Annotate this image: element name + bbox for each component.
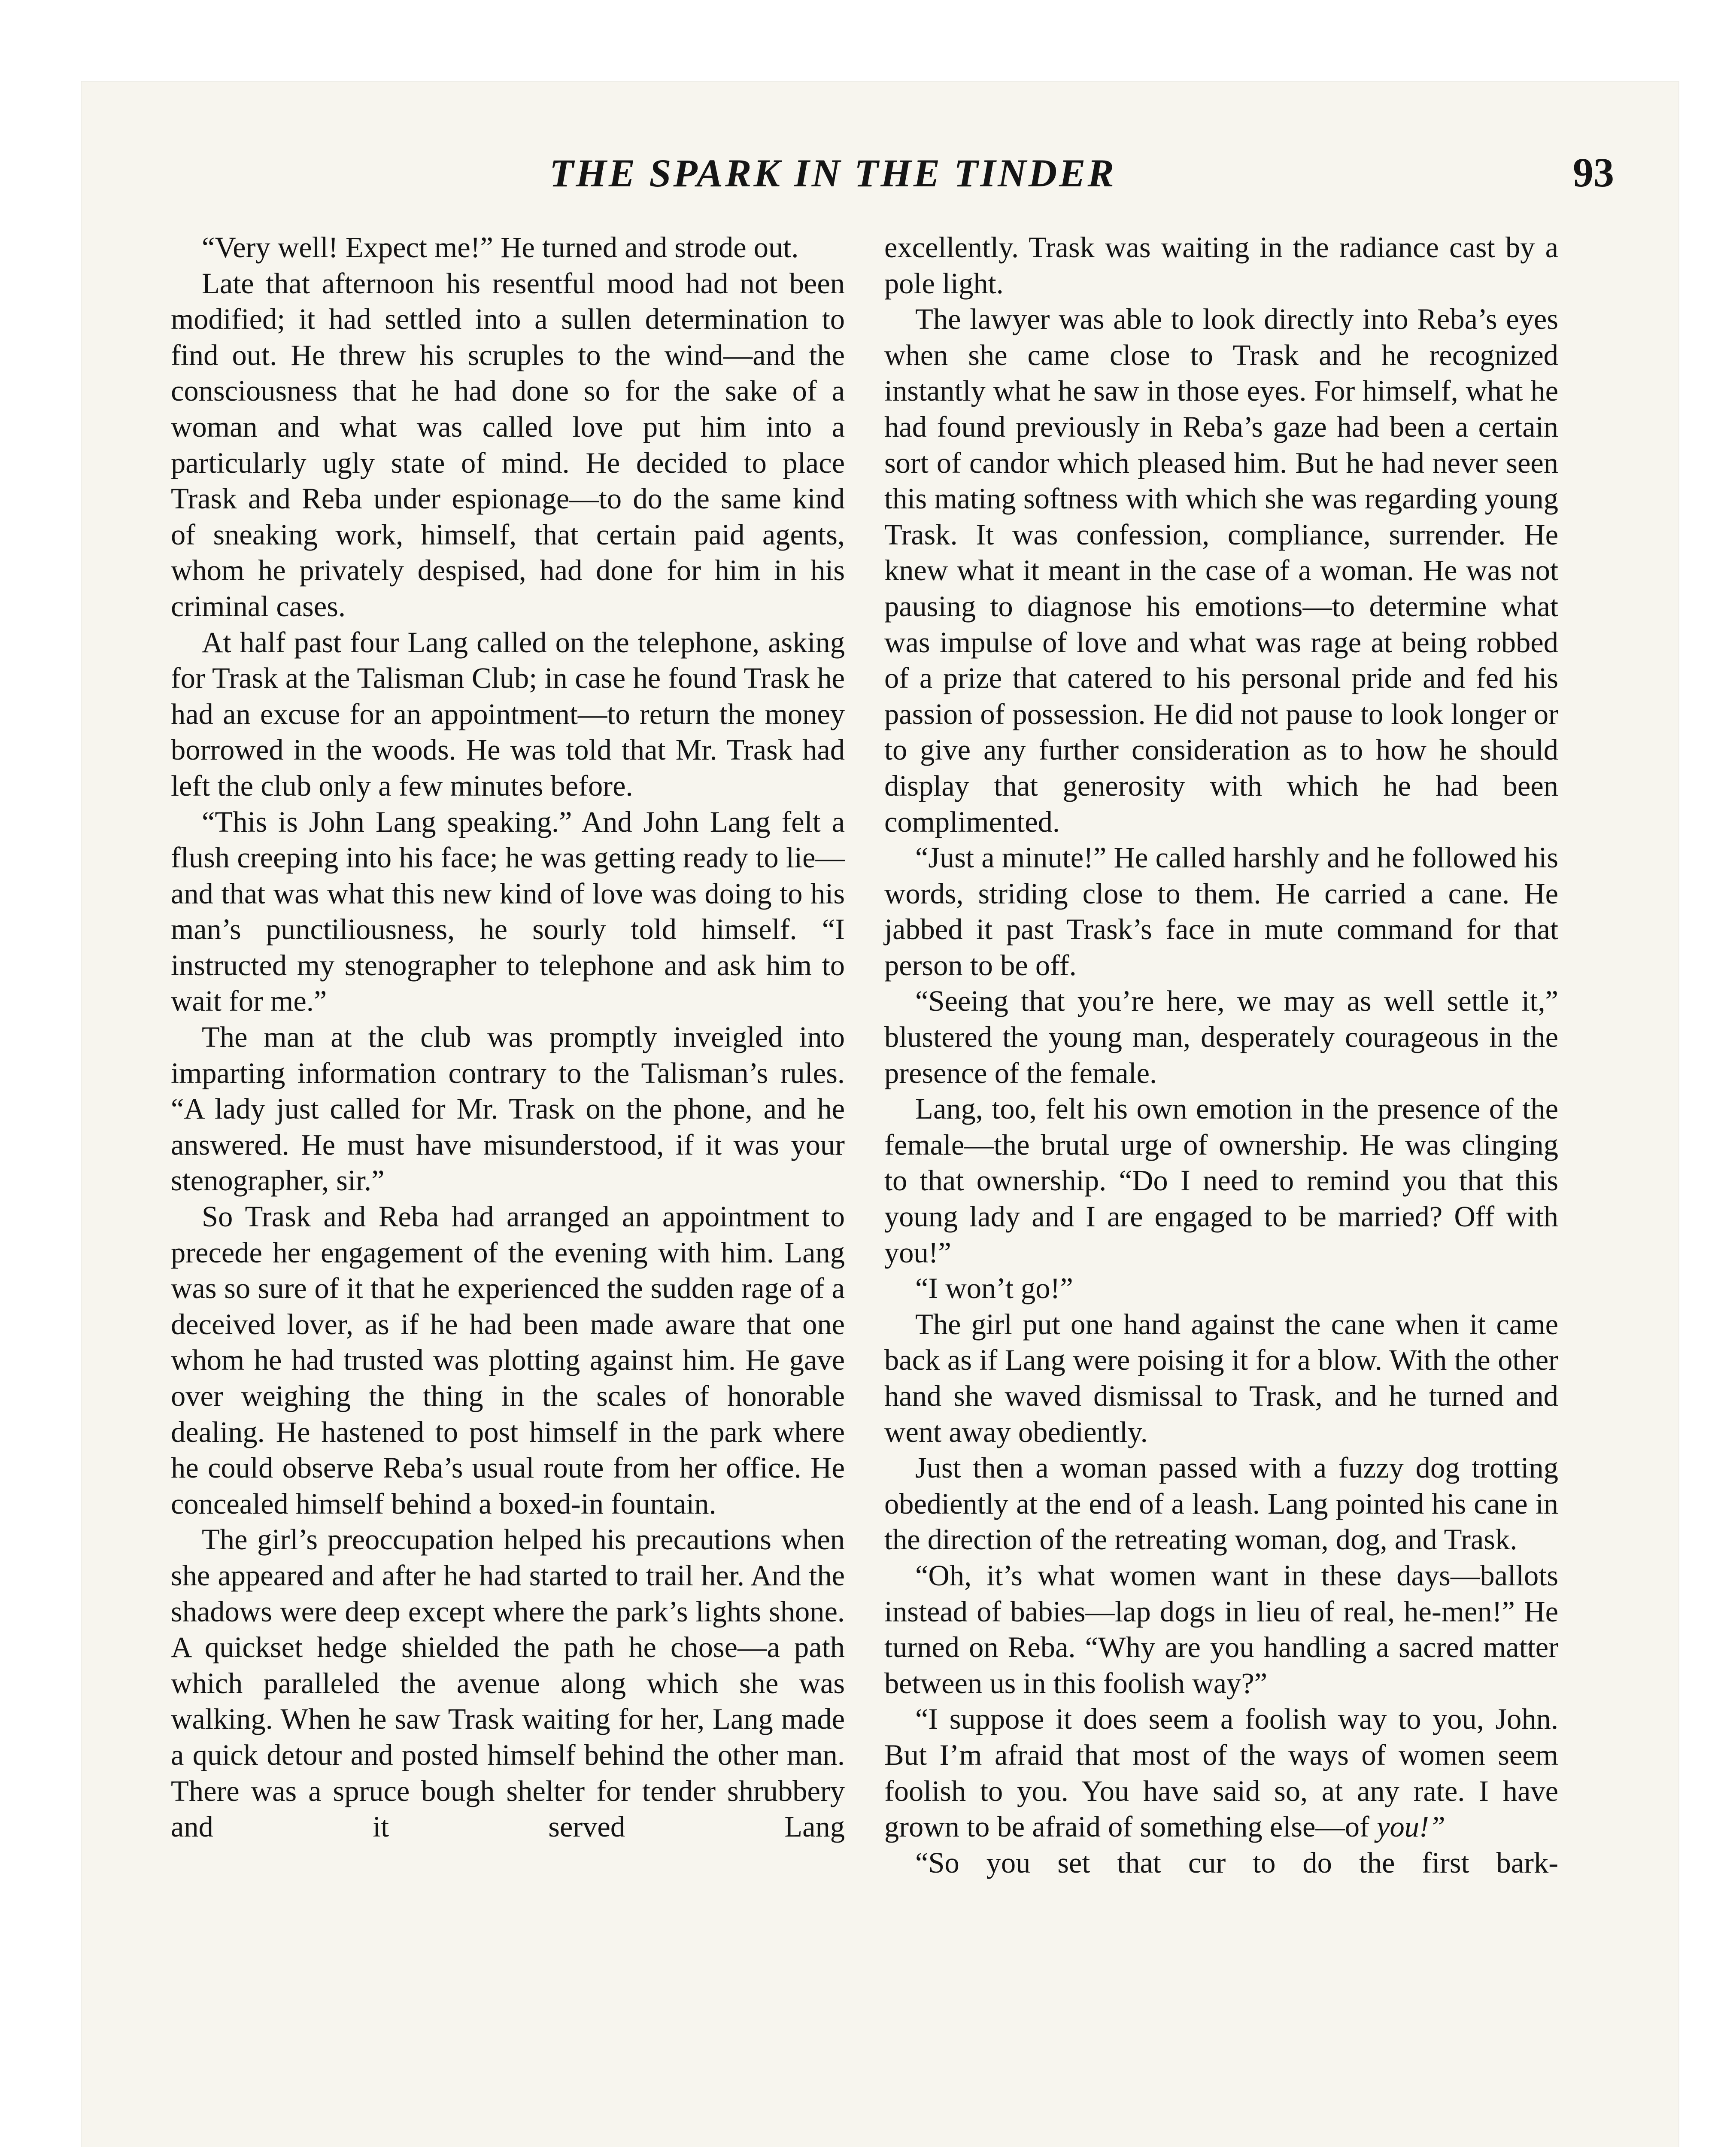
paragraph: The girl put one hand against the cane when it came back as if Lang were poising it for a blow. With the other hand she waved dismissal to Trask, and he turned and went away obediently.: [884, 1308, 1558, 1448]
paragraph: [884, 1701, 1558, 1845]
paragraph-text: “I suppose it does seem a foolish way to you, John. But I’m afraid that most of the ways of women seem foolish to you. You have said so, at any rate. I have grown to be afraid of something else—of: [884, 1703, 1558, 1843]
paragraph-continuation: excellently. Trask was waiting in the radiance cast by a pole light.: [884, 231, 1558, 300]
paragraph: “Very well! Expect me!” He turned and strode out.: [202, 231, 799, 264]
right-column: [884, 230, 1558, 1881]
paragraph: “This is John Lang speaking.” And John Lang felt a flush creeping into his face; he was getting ready to lie—and that was what this new kind of love was doing to his man’s punctiliousness, he sourly told himself. “I instructed my stenographer to telephone and ask him to wait for me.”: [171, 805, 845, 1018]
emphasis-text: you!”: [1377, 1810, 1445, 1843]
running-title: THE SPARK IN THE TINDER: [549, 151, 1116, 195]
paragraph: “I won’t go!”: [915, 1272, 1073, 1305]
paragraph: The girl’s preoccupation helped his precautions when she appeared and after he had started to trail her. And the shadows were deep except where the park’s lights shone. A quickset hedge shielded the path he chose—a path which paralleled the avenue along which she was walking. When he saw Trask waiting for her, Lang made a quick detour and posted himself behind the other man. There was a spruce bough shelter for tender shrubbery and it served Lang: [171, 1523, 845, 1843]
paragraph: Lang, too, felt his own emotion in the presence of the female—the brutal urge of ownership. He was clinging to that ownership. “Do I need to remind you that this young lady and I are engaged to be married? Off with you!”: [884, 1092, 1558, 1269]
paragraph: “So you set that cur to do the first bark-: [915, 1846, 1558, 1879]
paragraph: Late that afternoon his resentful mood had not been modified; it had settled into a sullen determination to find out. He threw his scruples to the wind—and the consciousness that he had done so for the sake of a woman and what was called love put him into a particularly ugly state of mind. He decided to place Trask and Reba under espionage—to do the same kind of sneaking work, himself, that certain paid agents, whom he privately despised, had done for him in his criminal cases.: [171, 267, 845, 623]
paragraph: “Just a minute!” He called harshly and he followed his words, striding close to them. He carried a cane. He jabbed it past Trask’s face in mute command for that person to be off.: [884, 841, 1558, 982]
paragraph: Just then a woman passed with a fuzzy dog trotting obediently at the end of a leash. Lang pointed his cane in the direction of the retreating woman, dog, and Trask.: [884, 1451, 1558, 1556]
paragraph: So Trask and Reba had arranged an appointment to precede her engagement of the evening with him. Lang was so sure of it that he experienced the sudden rage of a deceived lover, as if he had been made aware that one whom he had trusted was plotting against him. He gave over weighing the thing in the scales of honorable dealing. He hastened to post himself in the park where he could observe Reba’s usual route from her office. He concealed himself behind a boxed-in fountain.: [171, 1200, 845, 1520]
running-head: [82, 150, 1678, 202]
paragraph: “Seeing that you’re here, we may as well settle it,” blustered the young man, desperately courageous in the presence of the female.: [884, 985, 1558, 1089]
left-column: [171, 230, 845, 1845]
paragraph: The lawyer was able to look directly into Reba’s eyes when she came close to Trask and he recognized instantly what he saw in those eyes. For himself, what he had found previously in Reba’s gaze had been a certain sort of candor which pleased him. But he had never seen this mating softness with which she was regarding young Trask. It was confession, compliance, surrender. He knew what it meant in the case of a woman. He was not pausing to diagnose his emotions—to determine what was impulse of love and what was rage at being robbed of a prize that catered to his personal pride and fed his passion of possession. He did not pause to look longer or to give any further consideration as to how he should display that generosity with which he had been complimented.: [884, 303, 1558, 838]
paragraph: “Oh, it’s what women want in these days—ballots instead of babies—lap dogs in lieu of real, he-men!” He turned on Reba. “Why are you handling a sacred matter between us in this foolish way?”: [884, 1559, 1558, 1700]
page-number: 93: [1573, 149, 1614, 195]
book-page: [82, 82, 1678, 2147]
paragraph: The man at the club was promptly inveigled into imparting information contrary to the Talisman’s rules. “A lady just called for Mr. Trask on the phone, and he answered. He must have misunderstood, if it was your stenographer, sir.”: [171, 1021, 845, 1197]
paragraph: At half past four Lang called on the telephone, asking for Trask at the Talisman Club; in case he found Trask he had an excuse for an appointment—to return the money borrowed in the woods. He was told that Mr. Trask had left the club only a few minutes before.: [171, 626, 845, 802]
